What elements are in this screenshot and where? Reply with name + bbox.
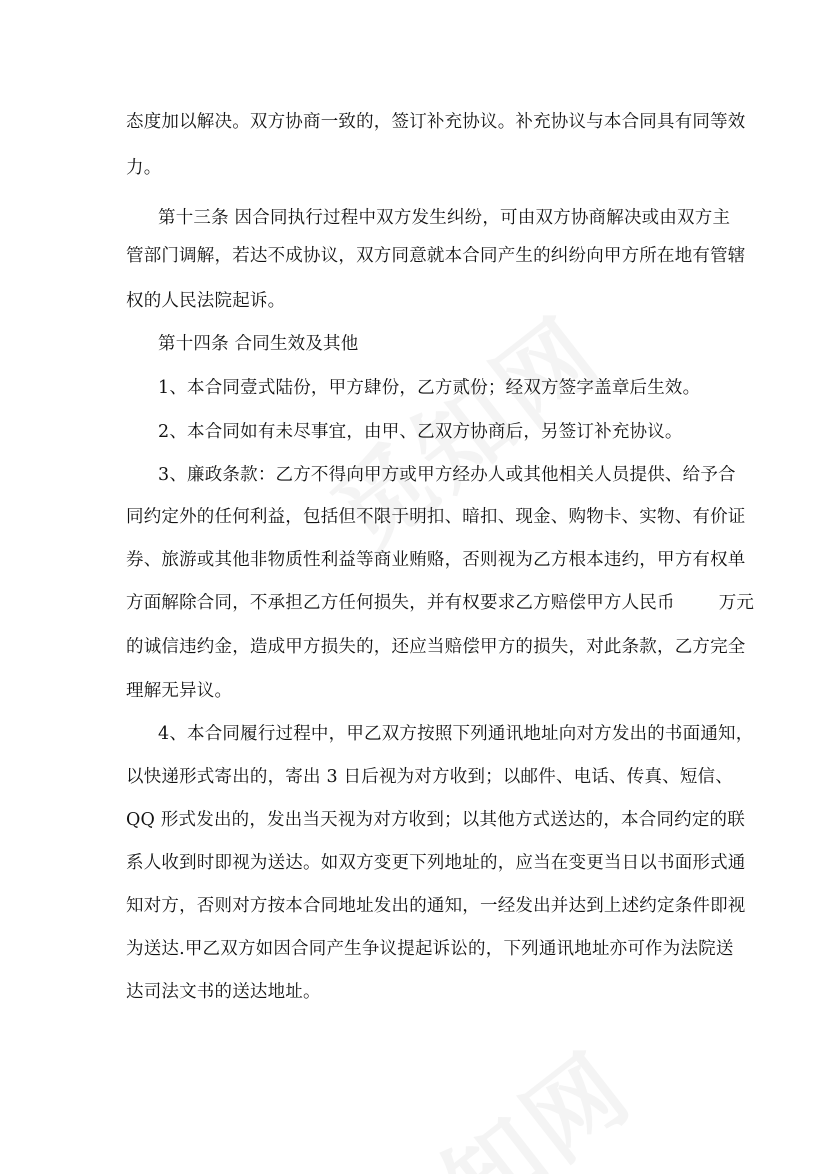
text-line: 态度加以解决。双方协商一致的，签订补充协议。补充协议与本合同具有同等效 bbox=[126, 112, 746, 132]
text-line-item-1: 1、本合同壹式陆份，甲方肆份，乙方贰份；经双方签字盖章后生效。 bbox=[158, 378, 701, 398]
text-line: 达司法文书的送达地址。 bbox=[126, 982, 321, 1002]
text-line: 券、旅游或其他非物质性利益等商业贿赂，否则视为乙方根本违约，甲方有权单 bbox=[126, 550, 746, 570]
text-line-clause-13: 第十三条 因合同执行过程中双方发生纠纷，可由双方协商解决或由双方主 bbox=[158, 208, 731, 228]
text-line-item-2: 2、本合同如有未尽事宜，由甲、乙双方协商后，另签订补充协议。 bbox=[158, 422, 683, 442]
text-line: 力。 bbox=[126, 158, 162, 178]
text-line: 知对方，否则对方按本合同地址发出的通知，一经发出并达到上述约定条件即视 bbox=[126, 896, 746, 916]
text-line: 系人收到时即视为送达。如双方变更下列地址的，应当在变更当日以书面形式通 bbox=[126, 853, 746, 873]
text-line: 的诚信违约金，造成甲方损失的，还应当赔偿甲方的损失，对此条款，乙方完全 bbox=[126, 637, 746, 657]
text-line-segment: 万元 bbox=[718, 593, 755, 613]
text-line-item-3: 3、廉政条款：乙方不得向甲方或甲方经办人或其他相关人员提供、给予合 bbox=[158, 465, 736, 485]
text-line: 以快递形式寄出的，寄出 3 日后视为对方收到；以邮件、电话、传真、短信、 bbox=[126, 767, 733, 787]
text-line: QQ 形式发出的，发出当天视为对方收到；以其他方式送达的，本合同约定的联 bbox=[126, 810, 745, 830]
text-line: 为送达.甲乙双方如因合同产生争议提起诉讼的，下列通讯地址亦可作为法院送 bbox=[126, 939, 734, 959]
text-line bbox=[126, 591, 755, 615]
text-line: 权的人民法院起诉。 bbox=[126, 291, 286, 311]
text-line-clause-14-heading: 第十四条 合同生效及其他 bbox=[158, 334, 359, 354]
text-line: 管部门调解，若达不成协议，双方同意就本合同产生的纠纷向甲方所在地有管辖 bbox=[126, 246, 746, 266]
text-line-item-4: 4、本合同履行过程中，甲乙双方按照下列通讯地址向对方发出的书面通知， bbox=[158, 724, 754, 744]
text-line: 理解无异议。 bbox=[126, 681, 233, 701]
watermark-logo bbox=[330, 1015, 655, 1174]
text-line-segment: 方面解除合同，不承担乙方任何损失，并有权要求乙方赔偿甲方人民币 bbox=[126, 593, 675, 613]
text-line: 同约定外的任何利益，包括但不限于明扣、暗扣、现金、购物卡、实物、有价证 bbox=[126, 507, 746, 527]
